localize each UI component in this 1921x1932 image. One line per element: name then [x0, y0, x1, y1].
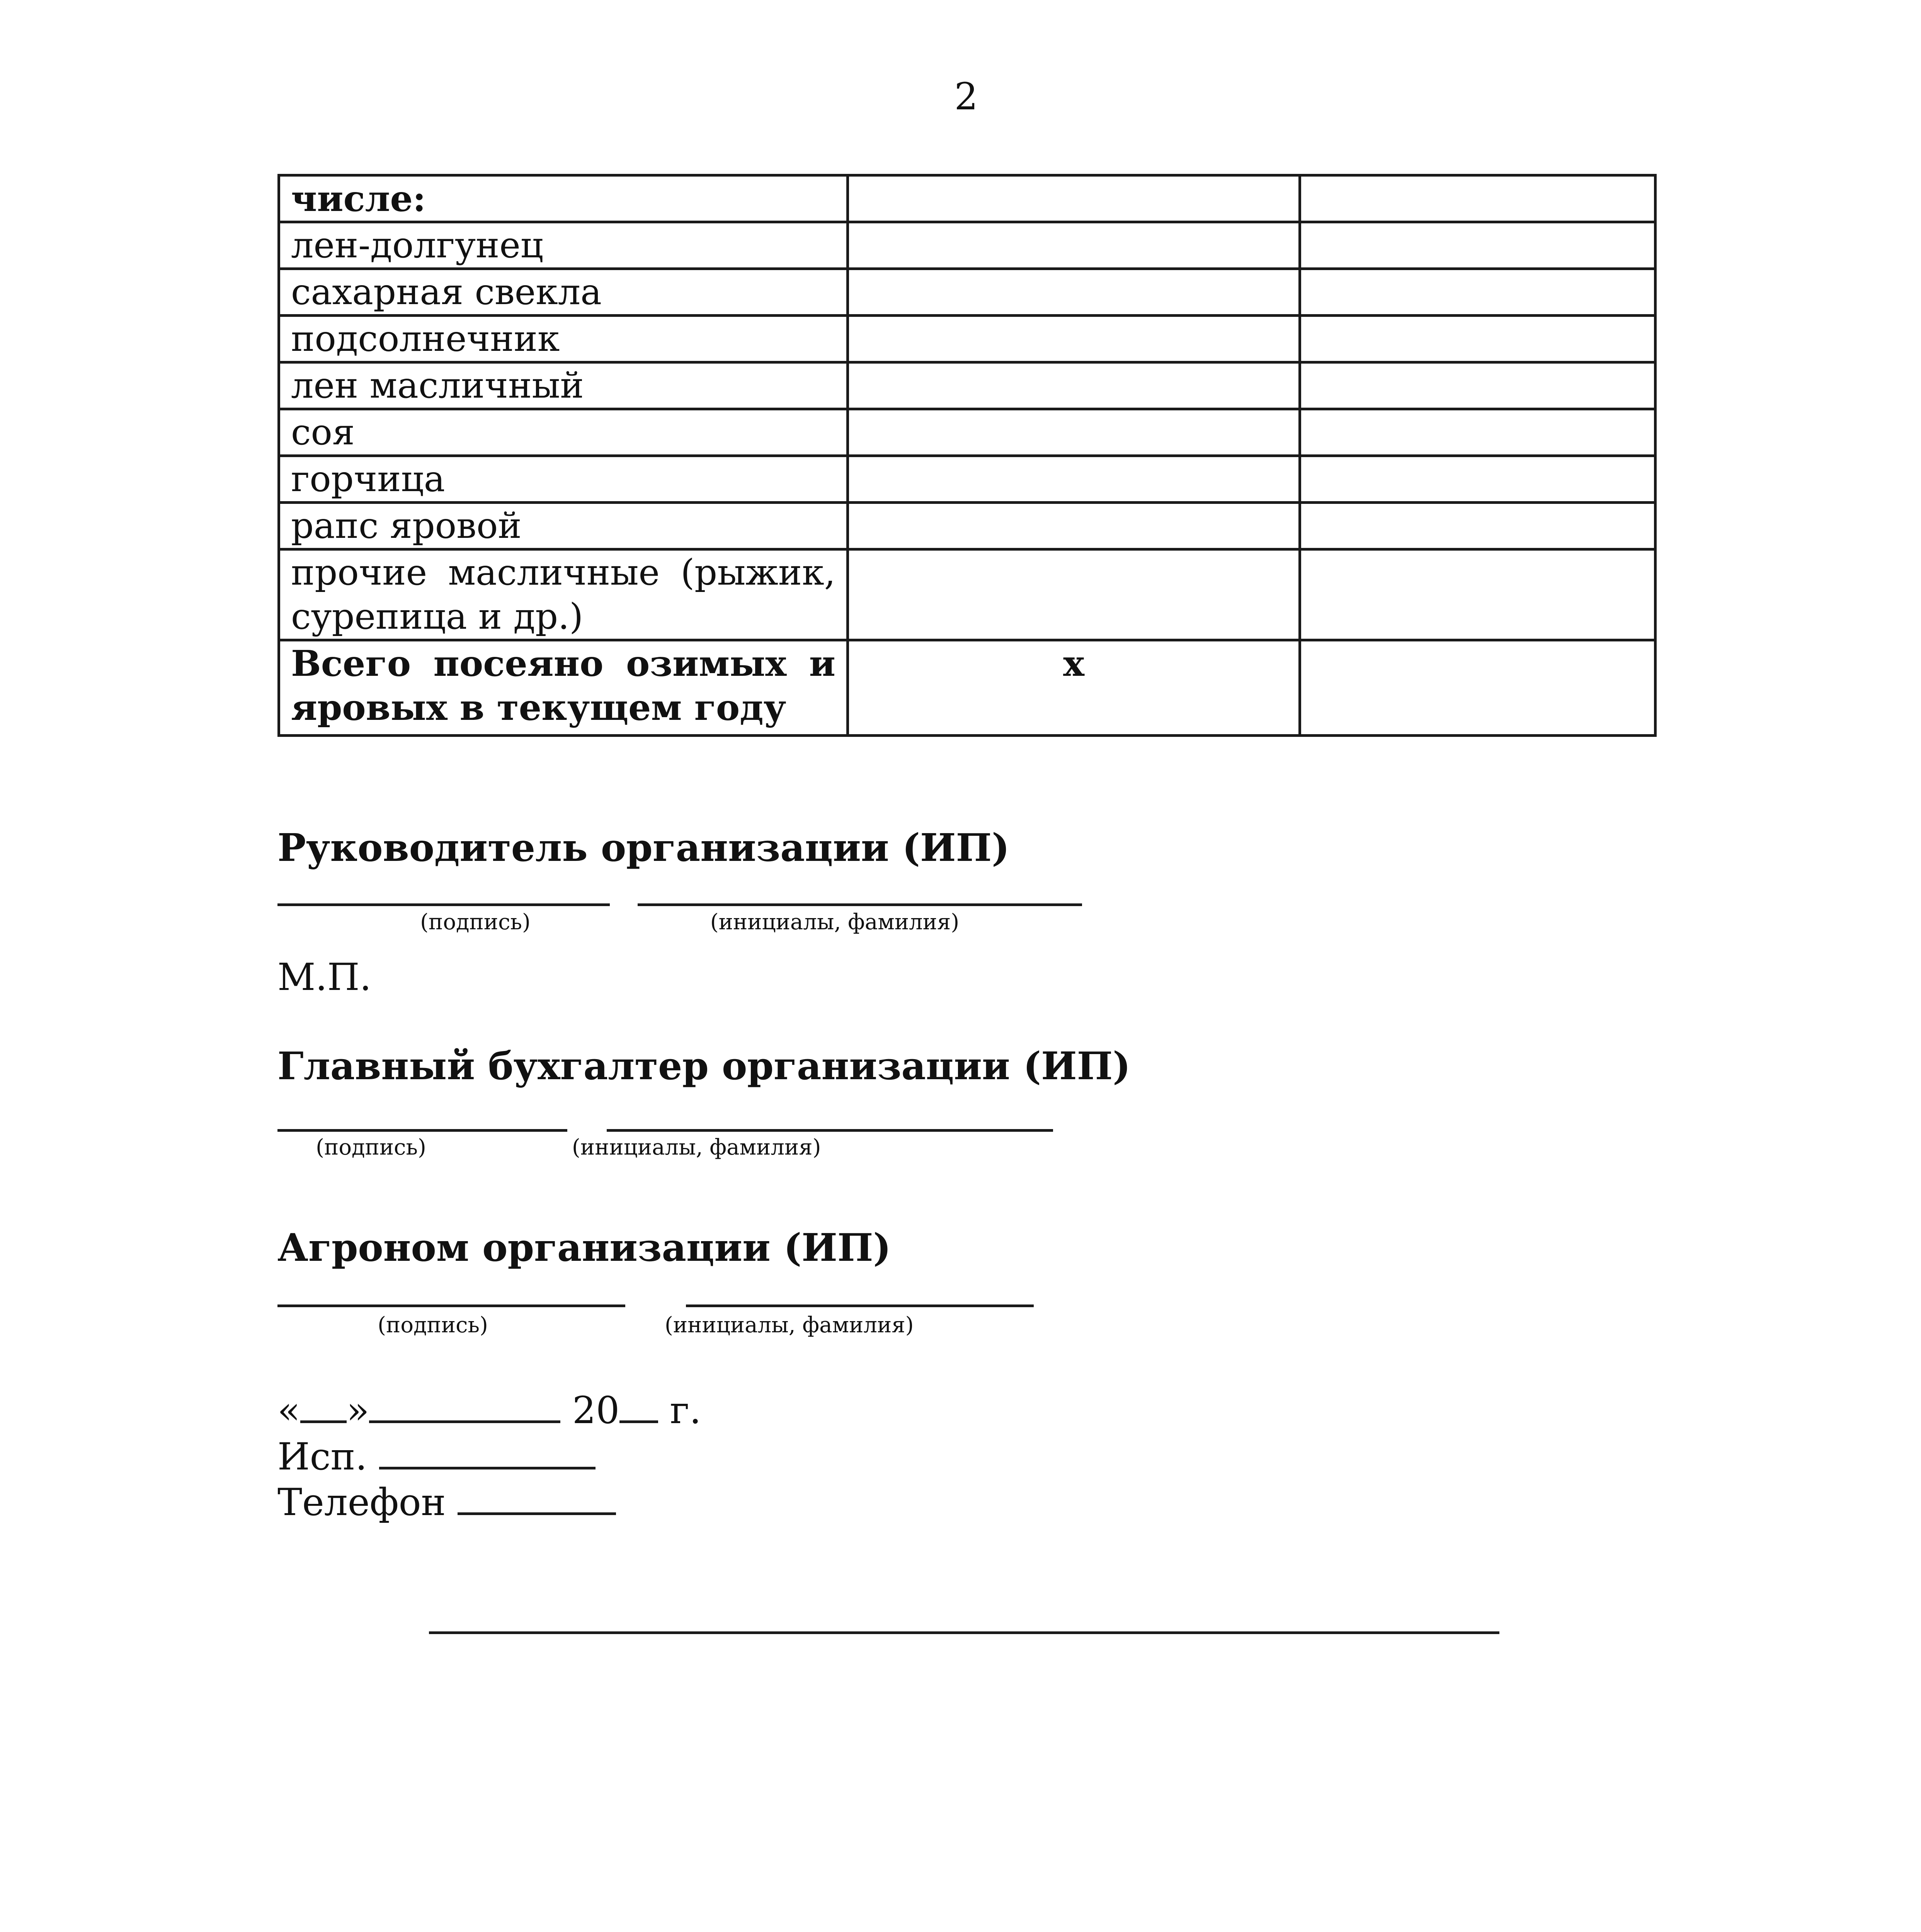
value-cell[interactable] [848, 409, 1300, 456]
crop-name-cell: сахарная свекла [279, 269, 848, 316]
date-close-quote: » [346, 1389, 369, 1432]
table-row [279, 456, 1656, 503]
crop-name-cell: прочие масличные (рыжик, сурепица и др.) [279, 549, 848, 640]
crop-name-cell: рапс яровой [279, 503, 848, 549]
value-cell[interactable] [1300, 316, 1656, 362]
table-row [279, 362, 1656, 409]
value-cell[interactable] [1300, 362, 1656, 409]
accountant-title: Главный бухгалтер организации (ИП) [277, 1044, 1131, 1088]
value-cell[interactable] [1300, 222, 1656, 269]
crop-name-cell: подсолнечник [279, 316, 848, 362]
accountant-name-line[interactable] [607, 1129, 1053, 1132]
value-cell[interactable] [848, 362, 1300, 409]
table-row [279, 175, 1656, 222]
stamp-label: М.П. [277, 956, 372, 999]
crops-table-body [279, 175, 1656, 736]
date-year-field[interactable] [619, 1387, 658, 1423]
crop-name-cell: лен масличный [279, 362, 848, 409]
date-year-suffix: г. [670, 1389, 701, 1432]
value-cell[interactable] [1300, 503, 1656, 549]
executor-field[interactable] [379, 1434, 596, 1469]
value-cell[interactable] [848, 222, 1300, 269]
total-value-cell[interactable] [1300, 640, 1656, 736]
agronomist-name-line[interactable] [686, 1304, 1034, 1307]
date-year-prefix: 20 [572, 1389, 620, 1432]
table-row [279, 316, 1656, 362]
head-name-line[interactable] [638, 903, 1082, 906]
crops-table [277, 174, 1657, 737]
value-cell[interactable] [848, 269, 1300, 316]
value-cell[interactable] [1300, 456, 1656, 503]
head-title: Руководитель организации (ИП) [277, 826, 1010, 870]
table-row [279, 549, 1656, 640]
agronomist-signature-line[interactable] [277, 1304, 625, 1307]
phone-label: Телефон [277, 1481, 446, 1524]
date-line [277, 1387, 701, 1433]
agronomist-name-caption: (инициалы, фамилия) [665, 1313, 914, 1338]
table-row [279, 503, 1656, 549]
accountant-signature-caption: (подпись) [316, 1135, 426, 1160]
crop-name-cell: лен-долгунец [279, 222, 848, 269]
value-cell[interactable] [1300, 549, 1656, 640]
table-row [279, 269, 1656, 316]
executor-label: Исп. [277, 1435, 367, 1478]
head-signature-line[interactable] [277, 903, 610, 906]
head-signature-caption: (подпись) [420, 910, 531, 935]
table-row [279, 222, 1656, 269]
total-label-cell: Всего посеяно озимых и яровых в текущем году [279, 640, 848, 736]
value-cell[interactable] [848, 503, 1300, 549]
accountant-name-caption: (инициалы, фамилия) [572, 1135, 821, 1160]
value-cell[interactable] [848, 549, 1300, 640]
phone-field[interactable] [458, 1479, 616, 1515]
agronomist-signature-caption: (подпись) [378, 1313, 488, 1338]
total-x-cell: х [848, 640, 1300, 736]
date-open-quote: « [277, 1389, 300, 1432]
crop-name-cell: числе: [279, 175, 848, 222]
value-cell[interactable] [848, 175, 1300, 222]
separator-line [429, 1631, 1499, 1634]
value-cell[interactable] [848, 316, 1300, 362]
accountant-signature-line[interactable] [277, 1129, 567, 1132]
total-row [279, 640, 1656, 736]
page-number: 2 [954, 75, 978, 118]
agronomist-title: Агроном организации (ИП) [277, 1226, 891, 1270]
value-cell[interactable] [848, 456, 1300, 503]
table-row [279, 409, 1656, 456]
crop-name-cell: горчица [279, 456, 848, 503]
phone-line [277, 1479, 616, 1525]
crop-name-cell: соя [279, 409, 848, 456]
date-day-field[interactable] [300, 1387, 347, 1423]
value-cell[interactable] [1300, 269, 1656, 316]
head-name-caption: (инициалы, фамилия) [710, 910, 960, 935]
executor-line [277, 1434, 596, 1480]
value-cell[interactable] [1300, 175, 1656, 222]
value-cell[interactable] [1300, 409, 1656, 456]
date-month-field[interactable] [369, 1387, 560, 1423]
